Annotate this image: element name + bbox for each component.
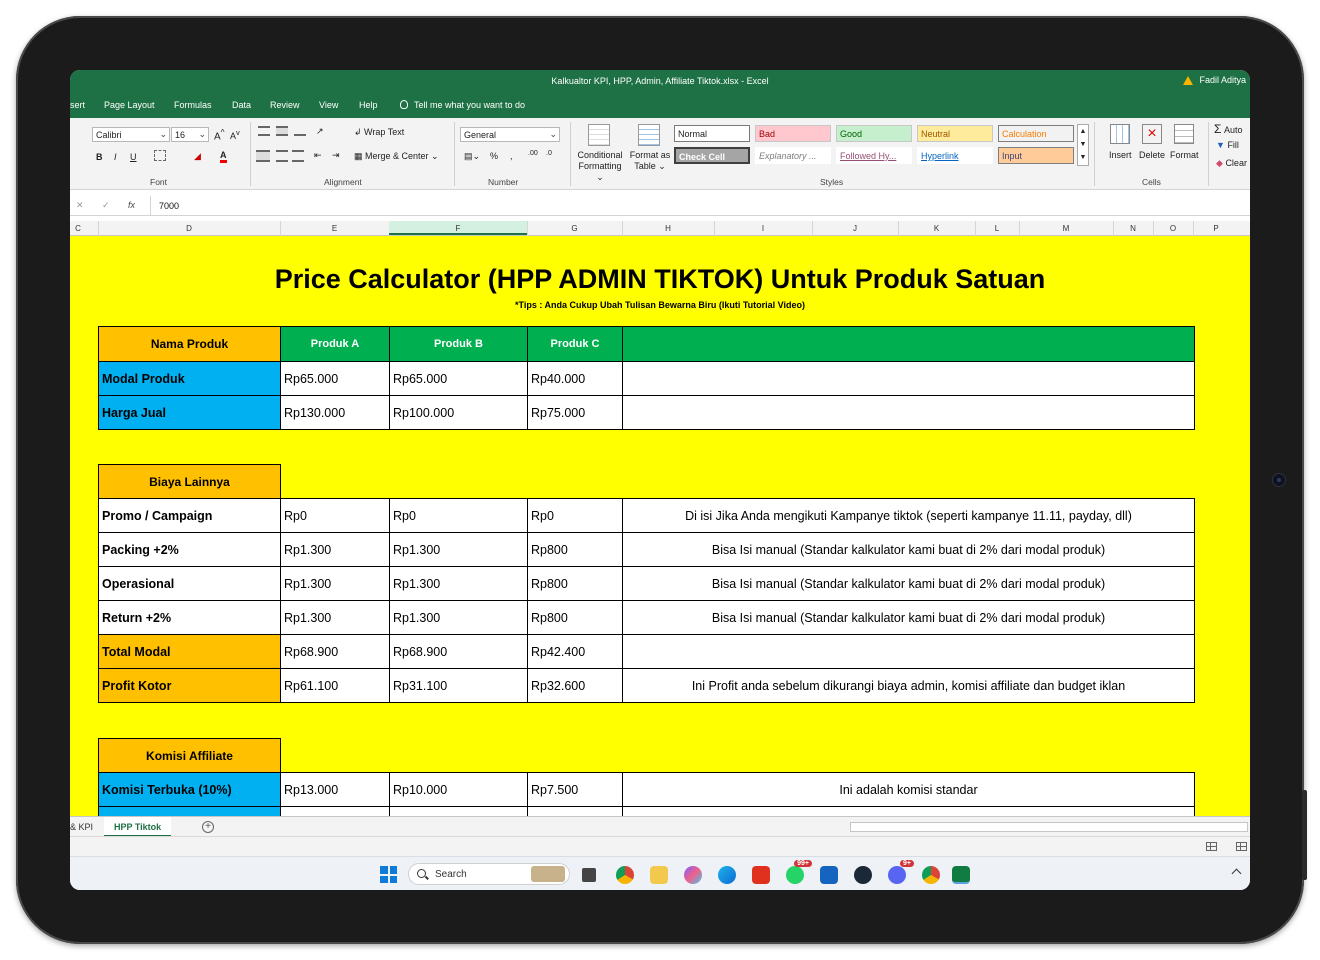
font-size-select[interactable] [171, 127, 209, 142]
col-header-o[interactable]: O [1169, 224, 1177, 233]
font-size-value: 16 [175, 130, 186, 140]
col-header-m[interactable]: M [1062, 224, 1070, 233]
col-header-d[interactable]: D [186, 224, 192, 233]
tab-insert[interactable]: sert [70, 100, 86, 110]
cell-produk-b[interactable]: Produk B [389, 326, 528, 362]
normal-view-icon[interactable] [1206, 842, 1217, 851]
chrome-profile-icon[interactable] [922, 866, 940, 884]
cancel-icon[interactable]: ✕ [76, 200, 84, 210]
cell-profit-label[interactable]: Profit Kotor [98, 668, 281, 703]
conditional-formatting-button[interactable]: Conditional Formatting ⌄ [577, 150, 623, 182]
cell-next-b[interactable] [389, 806, 528, 816]
group-label-styles: Styles [820, 177, 844, 187]
ribbon-tabs [70, 92, 1250, 118]
col-header-n[interactable]: N [1130, 224, 1136, 233]
cell-next-a[interactable] [280, 806, 390, 816]
align-top-icon[interactable] [258, 126, 270, 136]
sheet-title[interactable]: Price Calculator (HPP ADMIN TIKTOK) Untuk Produk Satuan [274, 264, 1046, 294]
copilot-icon[interactable] [684, 866, 702, 884]
cell-profit-note[interactable]: Ini Profit anda sebelum dikurangi biaya admin, komisi affiliate dan budget iklan [622, 668, 1195, 703]
chevron-up-icon[interactable] [1232, 869, 1242, 879]
cell-return-note[interactable]: Bisa Isi manual (Standar kalkulator kami buat di 2% dari modal produk) [622, 600, 1195, 635]
cell-next-note[interactable] [622, 806, 1195, 816]
insert-cells-icon [1110, 124, 1130, 144]
taskbar-search[interactable] [408, 863, 570, 885]
cell-return-a[interactable]: Rp1.300 [280, 600, 390, 635]
decrease-decimal-icon[interactable]: .0 [546, 150, 552, 157]
search-highlight-image [531, 866, 565, 882]
status-bar [70, 836, 1250, 856]
cell-operasional-a[interactable]: Rp1.300 [280, 566, 390, 601]
align-center-icon[interactable] [276, 150, 288, 162]
cell-packing-note[interactable]: Bisa Isi manual (Standar kalkulator kami buat di 2% dari modal produk) [622, 532, 1195, 567]
col-header-e[interactable]: E [331, 224, 338, 233]
formula-bar [70, 196, 1250, 216]
screen [70, 70, 1250, 890]
format-cells-icon [1174, 124, 1194, 144]
cell-komisi-c[interactable]: Rp7.500 [527, 772, 623, 807]
cell-promo-c[interactable]: Rp0 [527, 498, 623, 533]
cell-next-label[interactable] [98, 806, 281, 816]
style-input[interactable]: Input [998, 147, 1074, 164]
group-label-number: Number [488, 177, 519, 187]
orientation-icon[interactable]: ↗ [316, 126, 324, 136]
col-header-l[interactable]: L [994, 224, 1000, 233]
cell-return-c[interactable]: Rp800 [527, 600, 623, 635]
font-name-select[interactable] [92, 127, 170, 142]
lightbulb-icon [400, 100, 408, 109]
user-name: Fadil Aditya [1199, 75, 1246, 85]
cell-promo-note[interactable]: Di isi Jika Anda mengikuti Kampanye tiktok (seperti kampanye 11.11, payday, dll) [622, 498, 1195, 533]
whatsapp-badge: 99+ [794, 860, 812, 867]
cell-modal-a[interactable]: Rp65.000 [280, 361, 390, 396]
format-as-label-1: Format as [629, 150, 671, 160]
group-label-alignment: Alignment [324, 177, 362, 187]
cell-operasional-b[interactable]: Rp1.300 [389, 566, 528, 601]
cell-packing-b[interactable]: Rp1.300 [389, 532, 528, 567]
remote-desktop-icon[interactable] [820, 866, 838, 884]
chrome-icon[interactable] [616, 866, 634, 884]
cell-harga-note[interactable] [622, 395, 1195, 430]
group-label-font: Font [150, 177, 168, 187]
font-color-icon[interactable]: A [220, 151, 227, 163]
horizontal-scrollbar[interactable] [850, 822, 1248, 832]
conditional-formatting-icon [588, 124, 610, 146]
cell-packing-label[interactable]: Packing +2% [98, 532, 281, 567]
format-as-table-icon [638, 124, 660, 146]
group-divider [1208, 122, 1209, 186]
discord-badge: 9+ [900, 860, 914, 867]
cell-packing-a[interactable]: Rp1.300 [280, 532, 390, 567]
tab-help[interactable]: Help [359, 100, 378, 110]
increase-decimal-icon[interactable]: .00 [528, 150, 538, 157]
cell-packing-c[interactable]: Rp800 [527, 532, 623, 567]
task-view-icon[interactable] [582, 868, 596, 882]
cell-komisi-note[interactable]: Ini adalah komisi standar [622, 772, 1195, 807]
cell-nama-produk[interactable]: Nama Produk [98, 326, 281, 362]
title-bar [70, 70, 1250, 92]
percent-icon[interactable]: % [490, 151, 499, 161]
number-format-value: General [464, 130, 497, 140]
warning-icon [1183, 76, 1193, 85]
group-divider [570, 122, 571, 186]
style-explanatory[interactable]: Explanatory ... [755, 147, 831, 164]
cell-next-c[interactable] [527, 806, 623, 816]
align-bottom-icon[interactable] [294, 126, 306, 136]
currency-icon[interactable]: ▤⌄ [464, 151, 481, 161]
styles-scroll[interactable]: ▲ ▼ ▼ [1077, 124, 1089, 166]
cell-operasional-c[interactable]: Rp800 [527, 566, 623, 601]
cell-total-b[interactable]: Rp68.900 [389, 634, 528, 669]
cell-profit-a[interactable]: Rp61.100 [280, 668, 390, 703]
group-label-cells: Cells [1142, 177, 1161, 187]
clear-button[interactable] [1216, 158, 1247, 169]
fill-down-icon: ▼ [1216, 140, 1225, 150]
taskbar-search-text: Search [435, 869, 467, 880]
tell-me-text: Tell me what you want to do [414, 100, 526, 110]
cell-total-a[interactable]: Rp68.900 [280, 634, 390, 669]
increase-indent-icon[interactable]: ⇥ [332, 150, 340, 160]
column-headers [70, 221, 1250, 236]
tab-formulas[interactable]: Formulas [174, 100, 212, 110]
style-good[interactable]: Good [836, 125, 912, 142]
fill-button[interactable] [1216, 140, 1239, 150]
style-hyperlink[interactable]: Hyperlink [917, 147, 993, 164]
cell-total-c[interactable]: Rp42.400 [527, 634, 623, 669]
cell-komisi-a[interactable]: Rp13.000 [280, 772, 390, 807]
number-format-select[interactable] [460, 127, 560, 142]
merge-center-label: Merge & Center [365, 151, 429, 161]
format-as-table-button[interactable]: Format as Table ⌄ [629, 150, 671, 171]
font-name-value: Calibri [96, 130, 122, 140]
borders-icon[interactable] [154, 150, 166, 161]
cell-operasional-label[interactable]: Operasional [98, 566, 281, 601]
cell-return-b[interactable]: Rp1.300 [389, 600, 528, 635]
search-icon [417, 869, 426, 878]
wrap-text-button[interactable] [354, 127, 404, 138]
tab-page-layout[interactable]: Page Layout [104, 100, 155, 110]
cell-modal-label[interactable]: Modal Produk [98, 361, 281, 396]
decrease-font-icon[interactable]: $A^v$ [230, 128, 240, 141]
format-button[interactable]: Format [1170, 150, 1199, 160]
chevron-down-icon: ⌄ [549, 129, 557, 139]
cell-harga-c[interactable]: Rp75.000 [527, 395, 623, 430]
sheet-tab-hpp-tiktok[interactable]: HPP Tiktok [104, 817, 171, 837]
col-header-g[interactable]: G [571, 224, 578, 233]
col-header-k[interactable]: K [933, 224, 940, 233]
cell-profit-c[interactable]: Rp32.600 [527, 668, 623, 703]
fill-color-icon[interactable]: ◢ [194, 151, 201, 161]
excel-icon[interactable] [952, 866, 970, 884]
merge-center-button[interactable]: ▦ Merge & Center ⌄ [354, 151, 439, 161]
sheet-tabs-bar [70, 816, 1250, 836]
decrease-indent-icon[interactable]: ⇤ [314, 150, 322, 160]
style-bad[interactable]: Bad [755, 125, 831, 142]
align-left-icon[interactable] [256, 150, 270, 162]
sheet-tab-kpi[interactable]: & KPI [70, 822, 94, 832]
discord-icon[interactable] [888, 860, 911, 884]
tab-view[interactable]: View [319, 100, 339, 110]
italic-button[interactable]: I [114, 152, 117, 162]
align-right-icon[interactable] [292, 150, 304, 162]
tab-review[interactable]: Review [270, 100, 300, 110]
style-neutral[interactable]: Neutral [917, 125, 993, 142]
confirm-icon[interactable]: ✓ [102, 200, 110, 210]
comma-icon[interactable]: , [510, 151, 513, 161]
tablet-side-button [1302, 790, 1307, 880]
style-normal[interactable]: Normal [674, 125, 750, 142]
col-header-p[interactable]: P [1213, 224, 1219, 233]
cell-profit-b[interactable]: Rp31.100 [389, 668, 528, 703]
conditional-label-1: Conditional [577, 150, 623, 160]
wrap-text-label: Wrap Text [364, 127, 405, 137]
cell-komisi-label[interactable]: Komisi Terbuka (10%) [98, 772, 281, 807]
cell-produk-a[interactable]: Produk A [280, 326, 390, 362]
wrap-text-icon: ↲ [354, 127, 365, 137]
underline-button[interactable]: U [130, 152, 137, 162]
cell-operasional-note[interactable]: Bisa Isi manual (Standar kalkulator kami buat di 2% dari modal produk) [622, 566, 1195, 601]
eraser-icon: ◆ [1216, 158, 1223, 168]
col-header-i[interactable]: I [761, 224, 765, 233]
style-calculation[interactable]: Calculation [998, 125, 1074, 142]
ribbon [70, 118, 1250, 190]
worksheet [70, 236, 1250, 816]
cell-promo-label[interactable]: Promo / Campaign [98, 498, 281, 533]
edge-icon[interactable] [718, 866, 736, 884]
cell-return-label[interactable]: Return +2% [98, 600, 281, 635]
autosum-label: Auto [1223, 125, 1243, 135]
cell-promo-a[interactable]: Rp0 [280, 498, 390, 533]
chevron-down-icon: ⌄ [198, 129, 206, 139]
conditional-label-2: Formatting [578, 161, 622, 171]
style-check-cell[interactable]: Check Cell [674, 147, 750, 164]
sigma-icon: Σ [1214, 122, 1222, 136]
cell-modal-c[interactable]: Rp40.000 [527, 361, 623, 396]
format-as-label-2: Table [634, 161, 656, 171]
cell-total-label[interactable]: Total Modal [98, 634, 281, 669]
camera-icon [1272, 473, 1286, 487]
merge-icon: ▦ [354, 151, 366, 161]
cell-komisi-affiliate[interactable]: Komisi Affiliate [98, 738, 281, 773]
page-layout-view-icon[interactable] [1236, 842, 1247, 851]
cell-komisi-b[interactable]: Rp10.000 [389, 772, 528, 807]
cell-biaya-lainnya[interactable]: Biaya Lainnya [98, 464, 281, 499]
col-header-c[interactable]: C [75, 224, 81, 233]
pdf-reader-icon[interactable] [752, 866, 770, 884]
delete-cells-icon: × [1142, 124, 1162, 144]
clear-label: Clear [1225, 158, 1247, 168]
user-area[interactable] [1183, 75, 1246, 85]
col-header-f[interactable]: F [389, 221, 527, 235]
taskbar [70, 856, 1250, 890]
tab-data[interactable]: Data [232, 100, 252, 110]
cell-produk-c[interactable]: Produk C [527, 326, 623, 362]
cell-promo-b[interactable]: Rp0 [389, 498, 528, 533]
insert-button[interactable]: Insert [1109, 150, 1132, 160]
col-header-j[interactable]: J [853, 224, 857, 233]
whatsapp-icon[interactable] [786, 860, 809, 884]
steam-icon[interactable] [854, 866, 872, 884]
add-sheet-icon[interactable]: + [202, 821, 214, 833]
delete-button[interactable]: Delete [1139, 150, 1166, 160]
group-divider [1094, 122, 1095, 186]
chevron-down-icon: ⌄ [159, 129, 167, 139]
fill-label: Fill [1227, 140, 1239, 150]
cell-total-note[interactable] [622, 634, 1195, 669]
bold-button[interactable]: B [96, 152, 103, 162]
autosum-button[interactable] [1214, 122, 1242, 136]
cell-header-extra[interactable] [622, 326, 1195, 362]
cell-modal-b[interactable]: Rp65.000 [389, 361, 528, 396]
file-explorer-icon[interactable] [650, 866, 668, 884]
fx-icon[interactable]: fx [128, 200, 136, 210]
window-title: Kalkualtor KPI, HPP, Admin, Affiliate Tiktok.xlsx - Excel [551, 76, 769, 86]
tell-me-search[interactable] [400, 100, 525, 110]
style-followed-hyperlink[interactable]: Followed Hy... [836, 147, 912, 164]
windows-start-icon[interactable] [380, 866, 397, 883]
cell-harga-label[interactable]: Harga Jual [98, 395, 281, 430]
cell-harga-a[interactable]: Rp130.000 [280, 395, 390, 430]
cell-harga-b[interactable]: Rp100.000 [389, 395, 528, 430]
col-header-h[interactable]: H [665, 224, 671, 233]
group-divider [250, 122, 251, 186]
sheet-tips[interactable]: *Tips : Anda Cukup Ubah Tulisan Bewarna Biru (Ikuti Tutorial Video) [514, 300, 806, 310]
formula-input[interactable]: 7000 [150, 196, 1250, 216]
align-middle-icon[interactable] [276, 126, 288, 136]
group-divider [454, 122, 455, 186]
increase-font-icon[interactable]: A^ [214, 127, 225, 143]
cell-modal-note[interactable] [622, 361, 1195, 396]
